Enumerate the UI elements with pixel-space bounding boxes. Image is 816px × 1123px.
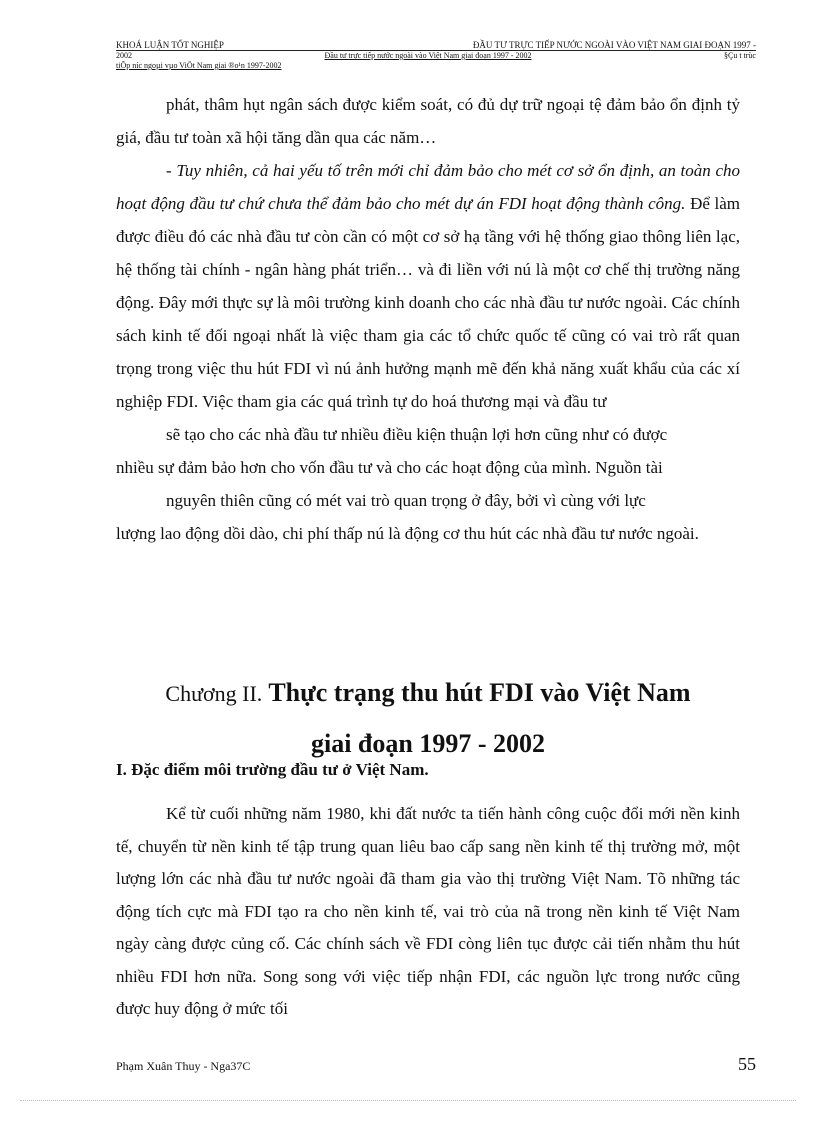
paragraph-4: nhiều sự đảm bảo hơn cho vốn đầu tư và cho các hoạt động của mình. Nguồn tài [116,458,663,477]
section-paragraph: Kể từ cuối những năm 1980, khi đất nước ta tiến hành công cuộc đổi mới nền kinh tế, chuyển từ nền kinh tế tập trung quan liêu bao cấp sang nền kinh tế thị trường mở, một lượng lớn các nhà đầu tư nước ngoài đã tham gia vào thị trường Việt Nam. Tõ những tác động tích cực mà FDI tạo ra cho nền kinh tế, vai trò của nã trong nền kinh tế Việt Nam ngày càng được củng cố. Các chính sách về FDI còng liên tục được cải tiến nhằm thu hút nhiều FDI hơn nữa. Song song với việc tiếp nhận FDI, các nguồn lực trong nước cũng được huy động ở mức tối [116,804,740,1018]
header-garbled-line: tiÕp níc ngoµi vµo ViÖt Nam giai ®o¹n 1997-2002 [116,61,282,70]
paragraph-3: sẽ tạo cho các nhà đầu tư nhiều điều kiện thuận lợi hơn cũng như có được [166,425,668,444]
header-subtitle: Đầu tư trực tiếp nước ngoài vào Việt Nam giai đoạn 1997 - 2002 [324,51,532,60]
chapter-title-text: Thực trạng thu hút FDI vào Việt Nam [268,678,691,707]
page-footer [116,1054,756,1075]
chapter-title-line-1 [116,668,740,719]
paragraph-2-rest: Để làm được điều đó các nhà đầu tư còn cần có một cơ sở hạ tầng với hệ thống giao thông liên lạc, hệ thống tài chính - ngân hàng phát triển… và đi liền với nú là một cơ chế thị trường năng động. Đây mới thực sự là môi trường kinh doanh cho các nhà đầu tư nước ngoài. Các chính sách kinh tế đối ngoại nhất là việc tham gia các tổ chức quốc tế cũng có vai trò rất quan trọng trong việc thu hút FDI vì nú ảnh hưởng mạnh mẽ đến khả năng xuất khẩu của các xí nghiệp FDI. Việc tham gia các quá trình tự do hoá thương mại và đầu tư [116,194,740,411]
header-garbled-right: §Çu t trùc [723,51,756,60]
body-text [116,88,740,550]
paragraph-1: phát, thâm hụt ngân sách được kiểm soát, có đủ dự trữ ngoại tệ đảm bảo ổn định tỷ giá, đầu tư toàn xã hội tăng dần qua các năm… [116,95,740,147]
section-body [116,798,740,1026]
footer-author: Phạm Xuân Thuy - Nga37C [116,1059,251,1073]
paragraph-5: nguyên thiên cũng có mét vai trò quan trọng ở đây, bởi vì cùng với lực [166,491,646,510]
paragraph-6: lượng lao động dồi dào, chi phí thấp nú là động cơ thu hút các nhà đầu tư nước ngoài. [116,524,699,543]
header-year: 2002 [116,51,132,60]
header-line-3 [116,61,756,71]
header-left-title: KHOÁ LUẬN TỐT NGHIỆP [116,40,224,50]
italic-sentence: - Tuy nhiên, cả hai yếu tố trên mới chỉ đảm bảo cho mét cơ sở ổn định, an toàn cho hoạt động đầu tư chứ chưa thể đảm bảo cho mét dự án FDI hoạt động thành công. [116,161,740,213]
header-line-2 [116,51,756,61]
chapter-title [116,668,740,769]
paragraph-2 [116,154,740,418]
page-bottom-divider [20,1100,796,1101]
page-header [116,40,756,71]
header-right-title: ĐẦU TƯ TRỰC TIẾP NƯỚC NGOÀI VÀO VIỆT NAM GIAI ĐOẠN 1997 - [472,40,756,50]
chapter-title-line-2: giai đoạn 1997 - 2002 [310,729,546,758]
section-heading: I. Đặc điểm môi trường đầu tư ở Việt Nam. [116,760,429,779]
chapter-prefix: Chương II. [165,681,263,706]
header-line-1 [116,40,756,51]
page-number: 55 [738,1054,756,1074]
